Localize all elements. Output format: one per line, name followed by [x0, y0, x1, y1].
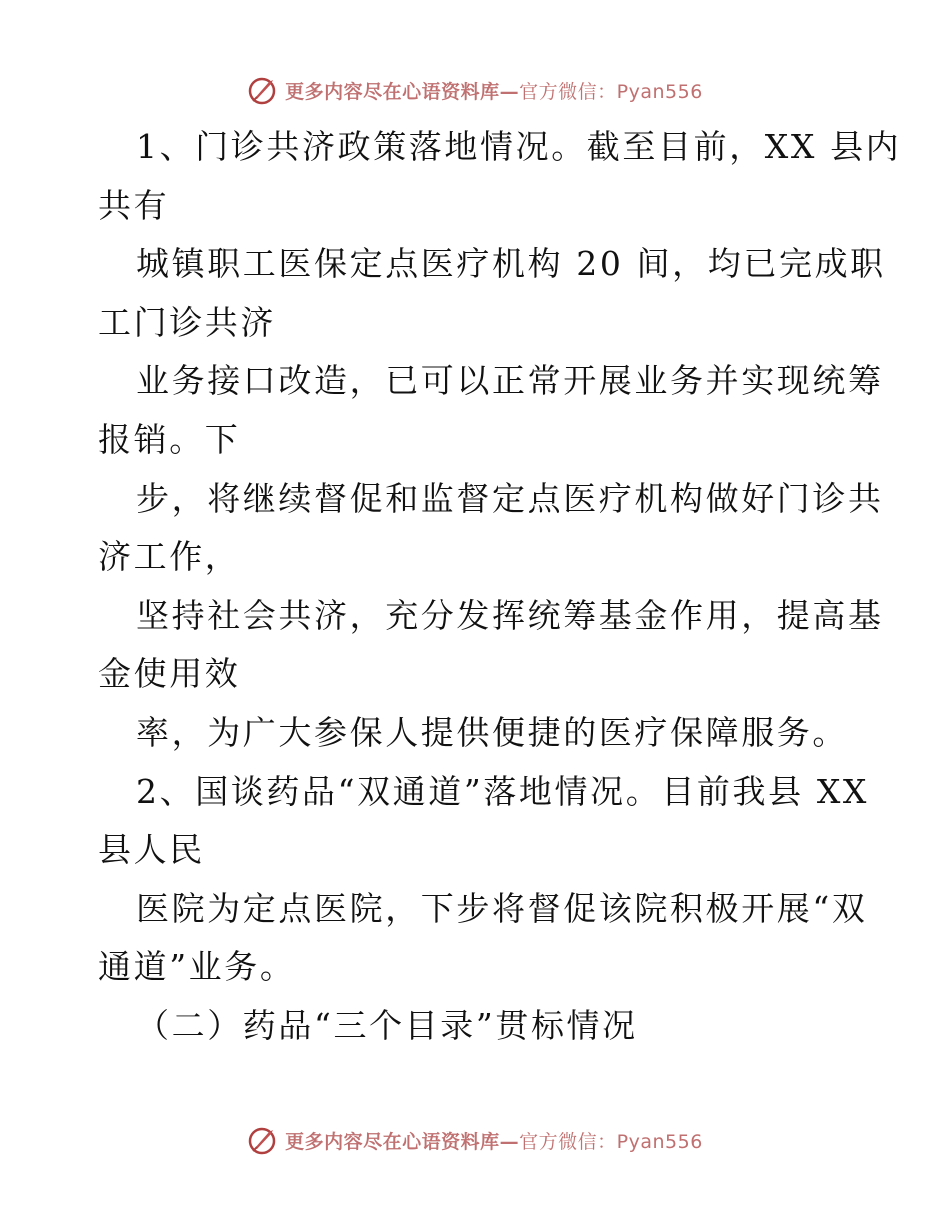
watermark-separator: —	[499, 1130, 520, 1153]
document-body	[98, 118, 902, 1056]
text-line: 步，将继续督促和监督定点医疗机构做好门诊共	[136, 478, 884, 518]
header-watermark	[0, 70, 950, 110]
text-line: 医院为定点医院，下步将督促该院积极开展“双	[136, 888, 868, 928]
watermark-text	[285, 1127, 703, 1154]
section-heading: （二）药品“三个目录”贯标情况	[136, 1005, 638, 1045]
text-line: 济工作，	[98, 537, 241, 577]
text-line: 通道”业务。	[98, 947, 296, 987]
text-line: 1、门诊共济政策落地情况。截至目前，XX 县内	[136, 127, 902, 166]
text-line: 工门诊共济	[98, 302, 276, 342]
text-line: 县人民	[98, 830, 205, 870]
text-line: 金使用效	[98, 654, 241, 694]
text-line: 报销。下	[98, 419, 241, 459]
text-line: 2、国谈药品“双通道”落地情况。目前我县 XX	[136, 771, 870, 811]
footer-watermark	[0, 1120, 950, 1160]
text-line: 共有	[98, 185, 170, 225]
watermark-brand: 更多内容尽在心语资料库	[285, 80, 500, 103]
text-line: 城镇职工医保定点医疗机构 20 间，均已完成职	[136, 244, 886, 284]
watermark-separator: —	[499, 80, 520, 103]
quill-logo-icon	[247, 74, 279, 106]
watermark-text	[285, 77, 703, 104]
quill-logo-icon	[247, 1124, 279, 1156]
watermark-contact: 官方微信：Pyan556	[519, 1130, 703, 1153]
watermark-contact: 官方微信：Pyan556	[519, 80, 703, 103]
text-line: 业务接口改造，已可以正常开展业务并实现统筹	[136, 361, 884, 401]
text-line: 率，为广大参保人提供便捷的医疗保障服务。	[136, 712, 848, 752]
watermark-brand: 更多内容尽在心语资料库	[285, 1130, 500, 1153]
text-line: 坚持社会共济，充分发挥统筹基金作用，提高基	[136, 595, 884, 635]
